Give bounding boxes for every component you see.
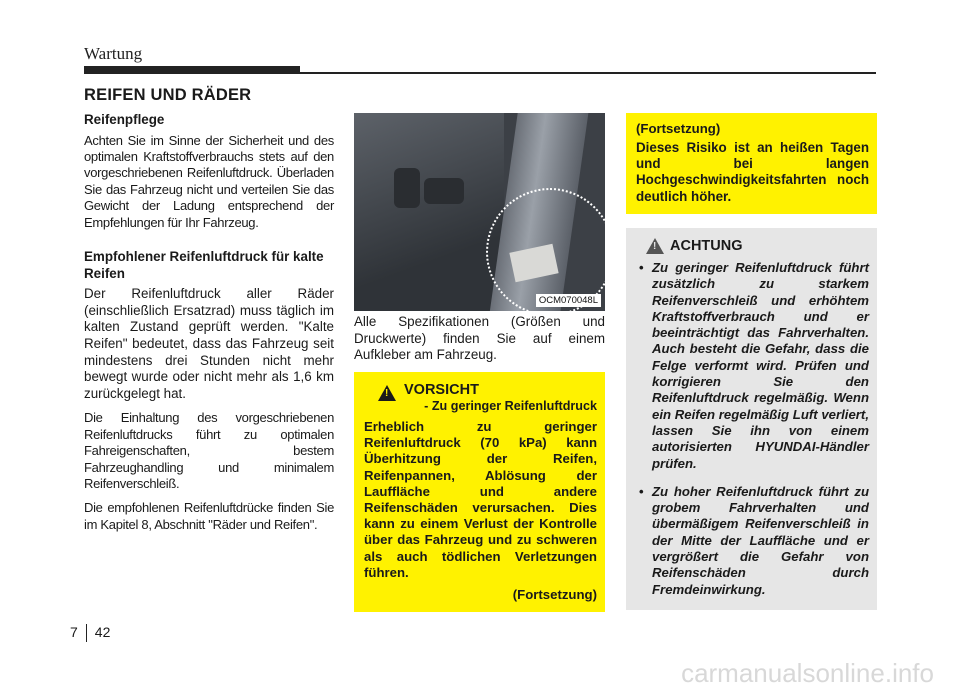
heading-reifenluftdruck: Empfohlener Reifenluftdruck für kalte Reifen	[84, 249, 324, 281]
warning-triangle-icon	[646, 238, 664, 254]
figure-caption: Alle Spezifikationen (Größen und Druckwerte) finden Sie auf einem Aufkleber am Fahrzeug.	[354, 314, 605, 363]
notice-title: ACHTUNG	[670, 238, 743, 254]
paragraph: Die Einhaltung des vorgeschriebenen Reifenluftdrucks führt zu optimalen Fahreigenschaften, bestem Fahrzeughandling und minimalem Reifenverschleiß.	[84, 410, 334, 491]
notice-box	[626, 228, 877, 610]
figure-code: OCM070048L	[536, 294, 601, 307]
paragraph: Achten Sie im Sinne der Sicherheit und des optimalen Kraftstoffverbrauchs stets auf den vorgeschriebenen Reifenluftdruck. Überladen Sie das Fahrzeug nicht und verteilen Sie das Gewicht der Ladung entsprechend der Empfehlungen für Ihr Fahrzeug.	[84, 132, 334, 230]
notice-list	[634, 260, 869, 598]
caution-continued: (Fortsetzung)	[512, 587, 597, 603]
warning-triangle-icon	[378, 385, 396, 401]
list-item: • Zu hoher Reifenluftdruck führt zu grobem Fahrverhalten und übermäßigem Reifenverschleiß in der Mitte der Lauffläche und er vergrößert die Gefahr von Reifenschäden durch Fremdeinwirkung.	[652, 484, 869, 598]
chapter-title: Wartung	[84, 44, 143, 63]
caution-subtitle: - Zu geringer Reifenluftdruck	[424, 399, 597, 413]
watermark: carmanualsonline.info	[681, 658, 934, 688]
paragraph: Die empfohlenen Reifenluftdrücke finden Sie im Kapitel 8, Abschnitt "Räder und Reifen".	[84, 500, 334, 532]
heading-reifenpflege: Reifenpflege	[84, 112, 165, 127]
continuation-body: Dieses Risiko ist an heißen Tagen und bei langen Hochgeschwindigkeitsfahrten noch deutlich höher.	[636, 140, 869, 204]
main-text-column	[84, 112, 334, 541]
tire-label-photo	[354, 113, 605, 311]
list-item: • Zu geringer Reifenluftdruck führt zusätzlich zu starkem Reifenverschleiß und erhöhtem Kraftstoffverbrauch und er beeinträchtigt das Fahrverhalten. Auch besteht die Gefahr, dass die Felge verformt wird. Prüfen und korrigieren Sie den Reifenluftdruck regelmäßig. Wenn ein Reifen regelmäßig Luft verliert, lassen Sie ihn von einem autorisierten HYUNDAI-Händler prüfen.	[652, 260, 869, 472]
section-title: REIFEN UND RÄDER	[84, 86, 252, 104]
continuation-box	[626, 113, 877, 214]
header-rule	[84, 72, 876, 74]
highlight-circle	[486, 188, 605, 311]
continuation-title: (Fortsetzung)	[636, 121, 721, 136]
page-number	[70, 624, 110, 642]
chapter-number: 7	[70, 624, 78, 640]
caution-box	[354, 372, 605, 612]
page-number-value: 42	[94, 624, 111, 640]
caution-title: VORSICHT	[404, 382, 479, 398]
caution-body: Erheblich zu geringer Reifenluftdruck (70 kPa) kann Überhitzung der Reifen, Reifenpannen, Ablösung der Lauffläche und andere Reifenschäden verursachen. Dies kann zu einem Verlust der Kontrolle über das Fahrzeug und zu schweren als auch tödlichen Verletzungen führen.	[364, 419, 597, 580]
paragraph: Der Reifenluftdruck aller Räder (einschließlich Ersatzrad) muss täglich im kalten Zustand geprüft werden. "Kalte Reifen" bedeutet, dass das Fahrzeug seit mindestens drei Stunden nicht mehr bewegt wurde oder nicht mehr als 1,6 km zurückgelegt hat.	[84, 286, 334, 401]
